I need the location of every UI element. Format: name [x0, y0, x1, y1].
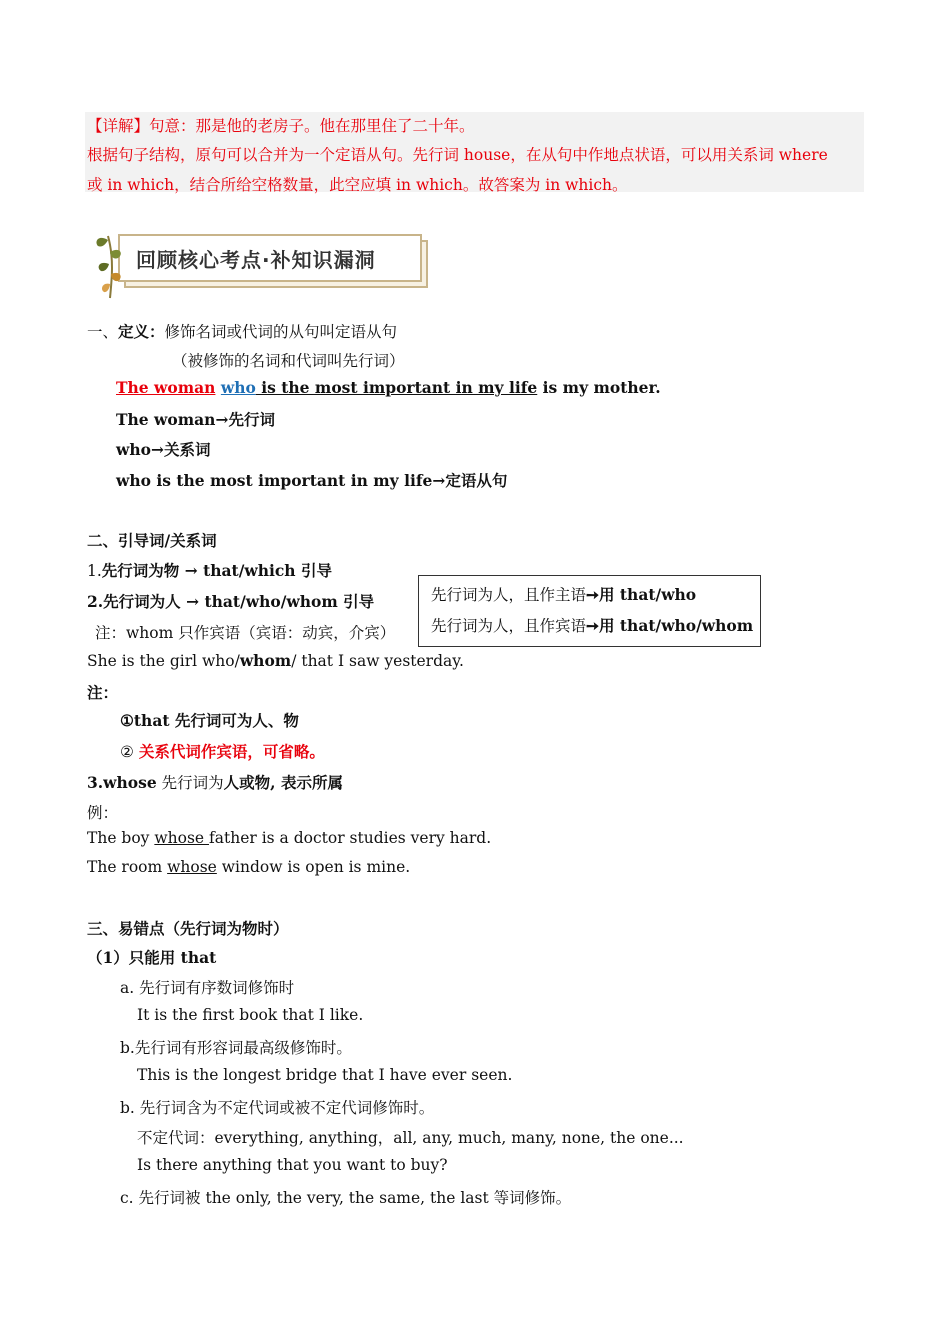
summary-line-2-a: 先行词为人，且作宾语 [431, 617, 587, 635]
case-c: c. 先行词被 the only, the very, the same, the last 等词修饰。 [120, 1189, 572, 1207]
summary-line-1-a: 先行词为人，且作主语 [431, 586, 587, 604]
definition-subtext: （被修饰的名词和代词叫先行词） [172, 352, 405, 370]
explanation-line-1: 【详解】句意：那是他的老房子。他在那里住了二十年。 [87, 117, 475, 135]
whose-example-1-a: The boy [87, 829, 155, 847]
antecedent-explanation: The woman→先行词 [116, 410, 275, 429]
summary-line-1-b: ➙用 that/who [586, 585, 697, 604]
section-banner [88, 228, 433, 300]
section-3-title: 三、易错点（先行词为物时） [87, 919, 289, 938]
example-sentence [116, 378, 661, 397]
case-b2-list: 不定代词：everything, anything，all, any, much, many, none, the one... [137, 1129, 684, 1147]
whose-example-2-b: window is open is mine. [216, 858, 411, 876]
whom-example-part-b: / that I saw yesterday. [291, 652, 464, 670]
definition-line [87, 320, 397, 342]
rule-1-number: 1. [87, 562, 102, 580]
case-b-example: This is the longest bridge that I have ever seen. [137, 1066, 513, 1084]
whom-note: 注：whom 只作宾语（宾语：动宾，介宾） [95, 624, 396, 642]
section-2-title: 二、引导词/关系词 [87, 531, 217, 550]
whose-example-1-b: father is a doctor studies very hard. [209, 829, 492, 847]
example-label: 例： [87, 804, 119, 822]
whose-example-2-underlined: whose [167, 858, 217, 876]
example-relative-word: who [220, 378, 256, 397]
definition-label: 定义： [118, 322, 165, 341]
leaf-decoration-icon [88, 228, 138, 300]
whose-example-1-underlined: whose [154, 829, 209, 847]
explanation-line-2: 根据句子结构，原句可以合并为一个定语从句。先行词 house，在从句中作地点状语，可以用关系词 where [87, 146, 828, 164]
section-1-prefix: 一、 [87, 323, 119, 341]
banner-title: 回顾核心考点·补知识漏洞 [136, 248, 376, 272]
case-b2: b. 先行词含为不定代词或被不定代词修饰时。 [120, 1099, 435, 1117]
note-item-2-number: ② [120, 743, 139, 761]
rule-3-bold-text: 人或物, 表示所属 [223, 773, 343, 792]
note-item-2-text: 关系代词作宾语，可省略。 [138, 742, 325, 761]
case-b: b.先行词有形容词最高级修饰时。 [120, 1039, 352, 1057]
case-a-example: It is the first book that I like. [137, 1006, 364, 1024]
whom-example-bold: whom [239, 651, 292, 670]
whom-example [87, 651, 464, 670]
example-clause: is the most important in my life [255, 378, 538, 397]
case-b2-example: Is there anything that you want to buy? [137, 1156, 448, 1174]
note-item-1: ①that 先行词可为人、物 [120, 711, 299, 730]
clause-explanation: who is the most important in my life→定语从句 [116, 471, 508, 490]
whose-example-1 [87, 829, 491, 847]
summary-line-2-b: ➙用 that/who/whom [586, 616, 754, 635]
example-rest: is my mother. [537, 378, 661, 397]
note-item-2 [120, 740, 325, 762]
relative-word-explanation: who→关系词 [116, 440, 211, 459]
rule-3-keyword: 3.whose [87, 773, 157, 792]
rule-1-text: 先行词为物 → that/which 引导 [101, 561, 332, 580]
summary-line-1 [431, 583, 696, 605]
rule-2: 2.先行词为人 → that/who/whom 引导 [87, 592, 375, 611]
summary-line-2 [431, 614, 753, 636]
whose-example-2-a: The room [87, 858, 168, 876]
explanation-line-3: 或 in which，结合所给空格数量，此空应填 in which。故答案为 in which。 [87, 176, 628, 194]
whose-example-2 [87, 858, 410, 876]
whom-example-part-a: She is the girl who/ [87, 652, 240, 670]
case-a: a. 先行词有序数词修饰时 [120, 979, 295, 997]
definition-text: 修饰名词或代词的从句叫定语从句 [164, 323, 398, 341]
section-3-subtitle: （1）只能用 that [87, 948, 217, 967]
rule-3-text: 先行词为 [156, 774, 224, 792]
example-antecedent: The woman [116, 378, 216, 397]
rule-1 [87, 559, 332, 581]
rule-3 [87, 771, 343, 793]
note-label: 注： [87, 683, 119, 702]
